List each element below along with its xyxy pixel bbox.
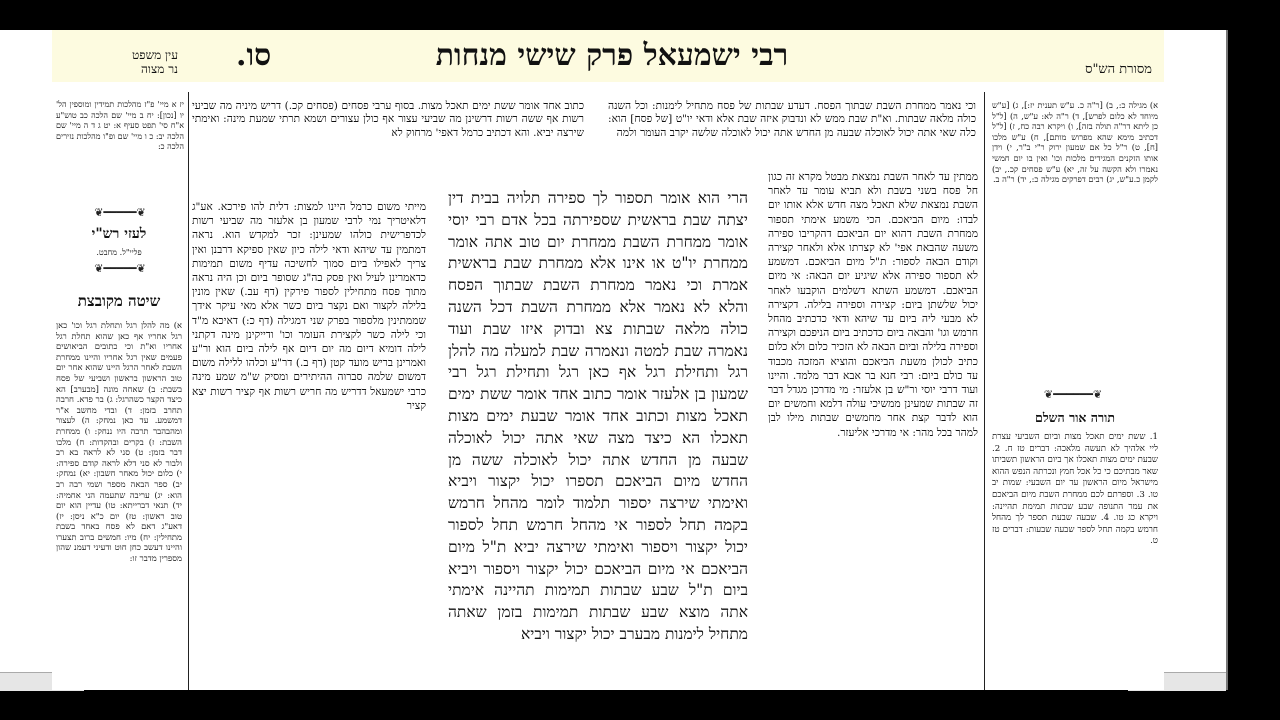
rashi-glosses-text: פליי"ל. מחבט. [96, 248, 142, 257]
tosafot-text: מייתי משום כרמל היינו למצות: דלית להו פירכא. אע"ג דלאיטריך נמי לרבי שמעון בן אלעזר מה שביעי רשות לכדפרישית כולהו שמעינן: זכר למקדש הוא. נראה דמתמין עד שיהא ודאי לילה כיון שאין ספיקא דרבנן ואין צריך לאפילו ביום סמוך לחשיכה עדיף משום תמימות כדאמרינן לעיל ואין פסק בה"ג שסופר ביום וכן היה נראה מתוך פסח מתחילין לספור פירקין (דף עב.) שאין מונין בלילה לקצור ואם נקצר ביום כשר אלא מאי עיקר אידך שממתינין מלספור בפרק שני דמגילה (דף כ:) דאיכא מ"ד וכי לילה כשר לקצירת העומר וכו' ודייקינן מינה דקתני לילה דומיא דיום מה יום דיום אף לילה ביום הוא ור"ע ואמרינן בריש מועד קטן (דף ב.) דר"ע וכלהו ללילה משום דמשום שלמה סברוה ההיתירים ומסיק ש"מ שמע מינה כרבי ישמעאל דדריש מה חריש רשות אף קציר רשות יצא קציר [192, 201, 426, 412]
torah-or-text: 1. ששת ימים תאכל מצות וביום השביעי עצרת ליי אלהיך לא תעשה מלאכה: דברים טז ח. 2. שבעת ימים מצות תאכלו אך ביום הראשון תשביתו שאר מבתיכם כי כל אכל חמץ ונכרתה הנפש ההוא מישראל מיום הראשון עד יום השבעי: שמות יב טו. 3. וספרתם לכם ממחרת השבת מיום הביאכם את עמר התנופה שבע שבתות תמימת תהיינה: ויקרא כג טו. 4. שבעה שבעת תספר לך מהחל חרמש בקמה תחל לספר שבעה שבעות: דברים טז ט. [992, 432, 1158, 547]
ornament-divider: ❦━━━━━❦ [94, 206, 146, 219]
rashi-text: ממתין עד לאחר השבת נמצאת מבטל מקרא זה כגון חל פסח בשני בשבת ולא תביא עומר עד לאחר השבת נמצאת שלא תאכל מצה חדש אלא אותו יום לבדו: מיום הביאכם. הכי משמע אימתי תספור ממחרת השבת דהוא יום הביאכם דהקריבו ספירה משעה שהבאת אפי' לא קצרתו אלא ולאחר קצירה וקודם הבאה לספור: ת"ל מיום הביאכם. דמשמע לא תספור ספירה אלא שיגיע יום הבאה: אי מיום הביאכם. דמשמע השתא דשלמים הוקבעו לאחר יכול שלשתן ביום: קצירה וספירה בלילה. דקצירה לא מבעי ליה ביום עד שיהא ודאי כדכתיב מהחל חרמש וגו' והבאה ביום כדכתיב ביום הניפכם וקצירה וספירה בלילה וביום הבאה לא הזכיר כלום ולא כלום כתיב לכולן משעת הביאכם והוציא המזכה מכבוד עד כולם ביום: רבי חנא בר אבא דבר מלמד. והיינו ועוד דרבי יוסי ור"ש בן אלעזר: מי מדרכן מגדל דבר זה שבתות שמעינן ממשיכי עולה דלמא וחמשים יום הוא לדבר קצת אחר מחמשים שבתות מילו לבן למהר בכל מהר: אי מדרכי אליעזר. [768, 171, 978, 439]
masoret-hashas-label: מסורת הש"ס [1085, 62, 1152, 77]
page-title: רבי ישמעאל פרק שישי מנחות [435, 38, 789, 73]
ein-mishpat-line: עין משפט [132, 48, 178, 62]
talmud-page [52, 30, 1164, 690]
column-rule [984, 92, 985, 690]
right-margin [1164, 30, 1226, 690]
ornament-divider: ❦━━━━━━❦ [1043, 388, 1103, 401]
scrollbar-track[interactable] [1226, 30, 1228, 690]
ornament-divider: ❦━━━━━❦ [94, 262, 146, 275]
tosafot-text-top: כתוב אחד אומר ששת ימים תאכל מצות. בסוף ערבי פסחים (פסחים קכ.) דריש מיניה מה שביעי רשות אף ששה רשות דרשינן מה שביעי עצור אף כולן עצורים ושמא תרתי שמעת מינה: ואימתי שירצה יביא. והא דכתיב כרמל דאפי' מרחוק לא [192, 100, 584, 139]
left-margin [0, 30, 52, 690]
folio-number: סו. [236, 38, 272, 73]
torah-or-title: תורה אור השלם [1035, 410, 1115, 425]
page-header [52, 30, 1164, 82]
shita-mekubetzet-text: א) מה להלן רגל ותחלת רגל וכו' כאן רגל אחריו אף כאן שהוא תחלת רגל אחריו וא"ת וכי כתובים הביאושים פעמים שאין רגל אחריו והיינו ממחרת השבת לאחר הרגל היינו שהוא אחר יום טוב הראשון בראשון ושביעי של פסח בשבת: ב) שאחה מונה [מבערב] הא כיצד הקצר כשהרגל: ג) בר פדא. חרבה תחרב בזמן: ד) ובדי מחשב א"ר דמשמע. עד כאן נמחק: ה) לעצור ומהבהבר תרבה היו ננחק: ו) ממחרת השבת: ז) בקרים ובהקדות: ח) מלכו דבר בזמן: ט) סני לא לראה בא רב ולבור לא סני דלא לראה קודם ספירה: י) כלום יכול מאחר חשבון: יא) נמחק: יב) ספר הבאה מספר ושמי רבה רב הוא: יג) עריבה שתעמה הני אחמיה: יד) תנאי דברייתא: טו) עדיין הוא יום טוב ראשון: טז) יום כ"א ניסן: יז) דאע"ג דאם לא פסח באחד בשבת מתחילין: יח) מיו: חמשים ברוב תצערו והיינו דעשב כחן חוט ודעיני דעמנ שהון מספרין מדבר זו: [56, 320, 182, 564]
rashi-glosses-title: לעזי רש"י [91, 226, 147, 242]
shita-mekubetzet-title: שיטה מקובצת [77, 292, 161, 310]
masoret-hashas-text: א) מגילה כ:, ב) [ר"ה כ. ע"ש תענית יז:], ג) [ע"ש מיוחד לא כלום לפרש], ד) ר"ה לא: ע"ש, ה) [ל"ל כן ליתא דר"ה תולה בזה], ו) ויקרא רבה כח, ז) [ל"ל דכתיב מימא שהא מפרוש מותם], ח) ע"ש מלכו [ח], ט) ר"ל כל אם שמעון ירוק ר"י ב"ר, י) וידן אותו הזקנים המגידים מלכות וכו' ואין בו יום חמשי נאמרו ולא הקשה על זה, יא) ע"ש פסחים קכ., יב) לקמן כ.ע"ש, יג) רבים דפרקים מגילה כ:, יד) ר"ה ב. [992, 100, 1158, 185]
gemara-main-text: הרי הוא אומר תספור לך ספירה תלויה בבית דין יצתה שבת בראשית שספירתה בכל אדם רבי יוסי אומר ממחרת השבת ממחרת יום טוב אתה אומר ממחרת יו"ט או אינו אלא ממחרת שבת בראשית אמרת וכי נאמר ממחרת השבת שבתוך הפסח והלא לא נאמר אלא ממחרת השבת דכל השנה כולה מלאה שבתות צא ובדוק איזו שבת ועוד נאמרה שבת למטה ונאמרה שבת למעלה מה להלן רגל ותחילת רגל אף כאן רגל ותחילת רגל רבי שמעון בן אלעזר אומר כתוב אחד אומר ששת ימים תאכל מצות וכתוב אחד אומר שבעת ימים מצות תאכלו הא כיצד מצה שאי אתה יכול לאוכלה שבעה מן החדש אתה יכול לאוכלה ששה מן החדש מיום הביאכם תספרו יכול יקצור ויביא ואימתי שירצה יספור תלמוד לומר מהחל חרמש בקמה תחל לספור אי מהחל חרמש תחל לספור יכול יקצור ויספור ואימתי שירצה יביא ת"ל מיום הביאכם אי מיום הביאכם יכול יקצור ויספור ויביא ביום ת"ל שבע שבתות תמימות תהיינה אימתי אתה מוצא שבע שבתות תמימות בזמן שאתה מתחיל לימנות מבערב יכול יקצור ויביא [448, 189, 748, 643]
ein-mishpat-label [58, 48, 178, 76]
column-rule [188, 92, 189, 690]
rashi-text-top: וכי נאמר ממחרת השבת שבתוך הפסח. דעדע שבתות של פסח מתחיל לימנות: וכל השנה כולה מלאה שבתות. וא"ת שבת ממש לא ונדבוק איזה שבת אלא ודאי יו"ט [של פסח] הוא: כלה שאי אתה יכול לאוכלה שבעה מן החדש אתה יכול לאוכלה שלשה יקרב העומר ולמה [608, 100, 976, 139]
ein-mishpat-text: יז א מיי' פ"ז מהלכות תמידין ומוספין הל' יו [נכון]: יח ב מיי' שם הלכה כב טוש"ע א"ח סי' תפט סעיף א: יט ג ד ה מיי' שם הלכה יב: כ ו מיי' שם ופ"ו מהלכות נזירים הלכה כ: [56, 100, 184, 151]
ner-mitzvah-line: נר מצוה [141, 62, 178, 76]
